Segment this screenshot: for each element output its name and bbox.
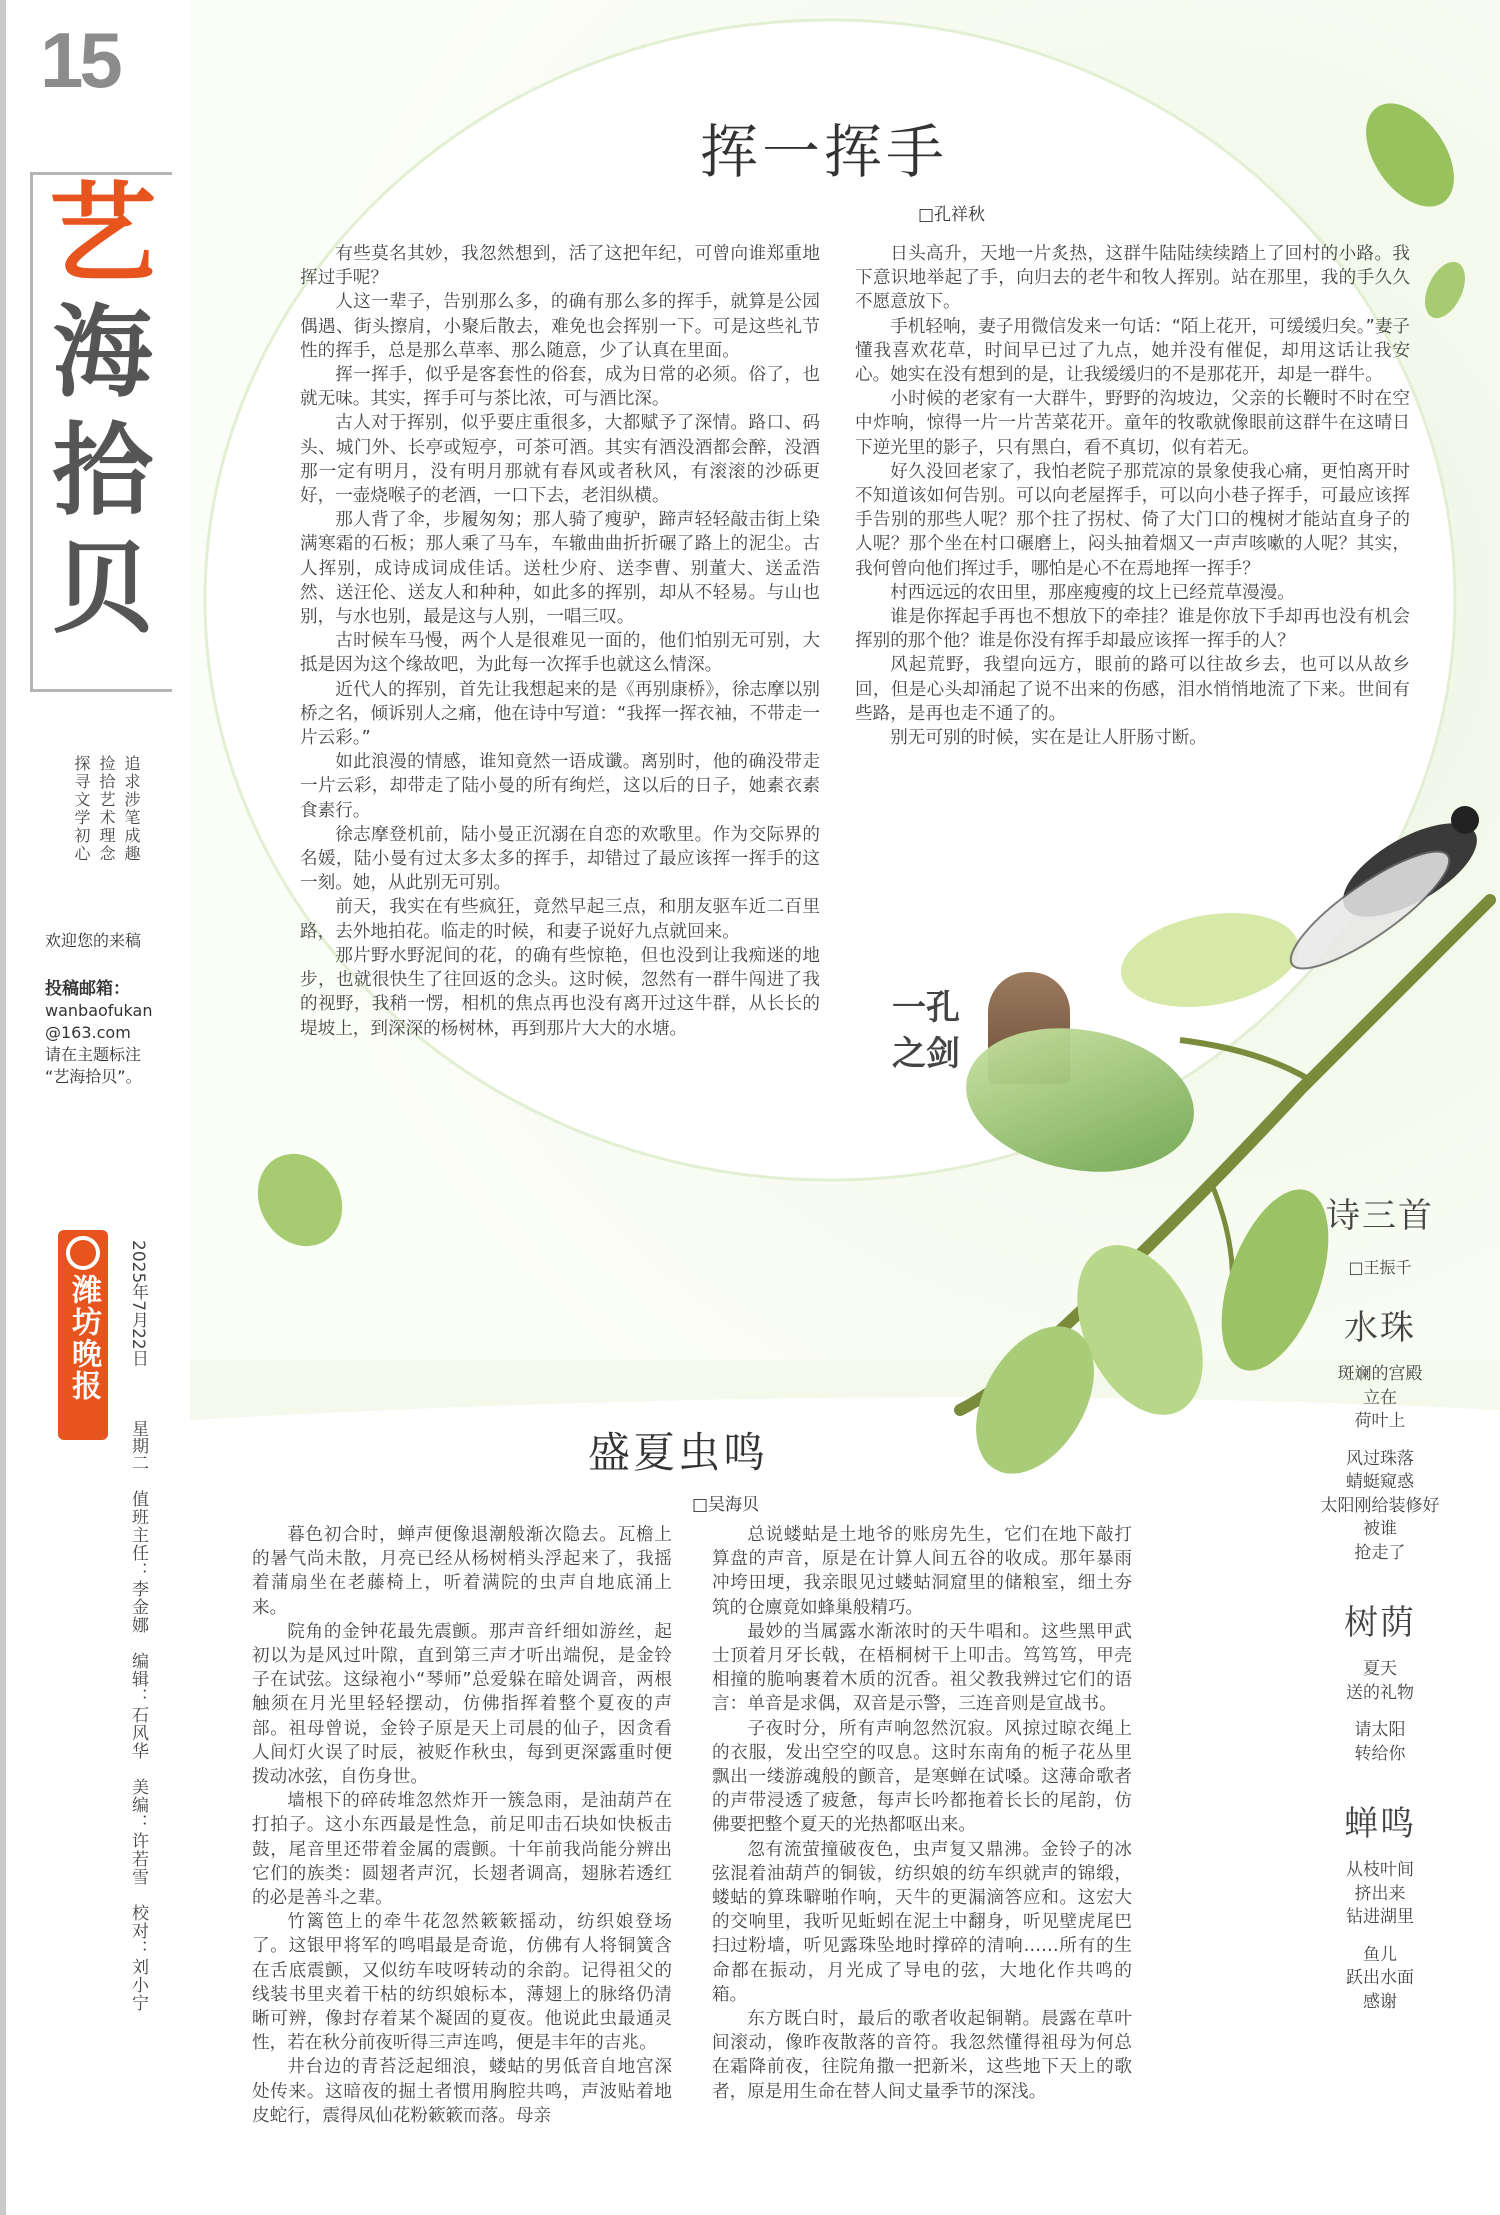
poem-title: 树荫 (1344, 1603, 1416, 1643)
poems-author: □王振千 (1348, 1258, 1412, 1277)
poem-title: 蝉鸣 (1344, 1804, 1416, 1844)
email-label: 投稿邮箱： (45, 979, 130, 999)
newspaper-name: 潍坊晚报 (66, 1274, 101, 1402)
poem-line: 立在 (1363, 1387, 1397, 1408)
poem-line: 跃出水面 (1346, 1968, 1414, 1988)
slogan-3: 探寻文学初心 (72, 755, 91, 863)
paragraph: 院角的金钟花最先震颤。那声音纤细如游丝，起初以为是风过叶隙，直到第三声才听出端倪，是金铃子在试弦。这绿袍小“琴师”总爱躲在暗处调音，两根触须在月光里轻轻摆动，仿佛指挥着整个夏夜的声部。祖母曾说，金铃子原是天上司晨的仙子，因贪看人间灯火误了时辰，被贬作秋虫，每到更深露重时便拨动冰弦，自伤身世。 (252, 1621, 672, 1788)
paragraph: 村西远远的农田里，那座瘦瘦的坟上已经荒草漫漫。 (890, 582, 1295, 603)
staff-credits: 值班主任：李金娜 编辑：石风华 美编：许若雪 校对：刘小宁 (128, 1490, 148, 2012)
poem-line: 从枝叶间 (1346, 1860, 1414, 1880)
paragraph: 那片野水野泥间的花，的确有些惊艳，但也没到让我痴迷的地步，也就很快生了往回返的念头。这时候，忽然有一群牛闯进了我的视野，我稍一愣，相机的焦点再也没有离开过这牛群，从长长的堤坡上，到深深的杨树林，再到那片大大的水塘。 (300, 945, 820, 1039)
poem-line: 蜻蜓窥惑 (1346, 1472, 1414, 1492)
article2-author: □吴海贝 (692, 1495, 760, 1515)
poem-line (1290, 1705, 1470, 1719)
leaf-icon (1348, 87, 1472, 222)
article1-title: 挥一挥手 (700, 118, 949, 186)
decorative-leaves-left (240, 1120, 400, 1280)
slogan-1: 追求涉笔成趣 (122, 755, 141, 863)
paragraph: 如此浪漫的情感，谁知竟然一语成谶。离别时，他的确没带走一片云彩，却带走了陆小曼的所有绚烂，这以后的日子，她素衣素食素行。 (300, 752, 820, 821)
paragraph: 小时候的老家有一大群牛，野野的沟坡边，父亲的长鞭时不时在空中炸响，惊得一片一片苦菜花开。童年的牧歌就像眼前这群牛在这晴日下逆光里的影子，只有黑白，看不真切，似有若无。 (855, 389, 1410, 458)
leaf-icon (1417, 256, 1473, 325)
slogan-2: 捡拾艺术理念 (97, 755, 116, 863)
welcome-text: 欢迎您的来稿 (45, 931, 142, 950)
article2-title: 盛夏虫鸣 (588, 1428, 769, 1477)
paragraph: 别无可别的时候，实在是让人肝肠寸断。 (890, 728, 1207, 749)
poem-line (1290, 1434, 1470, 1448)
badge-line-2: 之剑 (892, 1034, 960, 1074)
paragraph: 古人对于挥别，似乎要庄重很多，大都赋予了深情。路口、码头、城门外、长亭或短亭，可茶可酒。其实有酒没酒都会醉，没酒那一定有明月，没有明月那就有春风或者秋风，有滚滚的沙砾更好，一壶烧喉子的老酒，一口下去，老泪纵横。 (300, 413, 820, 507)
paragraph: 子夜时分，所有声响忽然沉寂。风掠过晾衣绳上的衣服，发出空空的叹息。这时东南角的栀子花丛里飘出一缕游魂般的颤音，是寒蝉在试嗓。这薄命歌者的声带浸透了疲惫，每声长吟都拖着长长的尾韵，仿佛要把整个夏天的光热都呕出来。 (712, 1718, 1132, 1836)
poem-line (1290, 1930, 1470, 1944)
cicada-icon (1277, 805, 1491, 986)
poem-line: 感谢 (1363, 1991, 1397, 2012)
paragraph: 谁是你挥起手再也不想放下的牵挂？谁是你放下手却再也没有机会挥别的那个他？谁是你没有挥手却最应该挥一挥手的人？ (855, 607, 1410, 652)
leaf-icon (955, 1011, 1206, 1189)
issue-weekday: 星期二 (128, 1420, 148, 1471)
poem-line: 鱼儿 (1363, 1944, 1397, 1965)
badge-line-1: 一孔 (892, 988, 960, 1028)
leaf-icon (241, 1138, 358, 1261)
paragraph: 井台边的青苔泛起细浪，蝼蛄的男低音自地宫深处传来。这暗夜的掘土者惯用胸腔共鸣，声波贴着地皮蛇行，震得凤仙花粉簌簌而落。母亲 (252, 2057, 672, 2126)
poems-title: 诗三首 (1326, 1196, 1434, 1236)
article1-column-1 (300, 242, 820, 1242)
email-address-2[interactable]: @163.com (45, 1023, 131, 1042)
paragraph: 徐志摩登机前，陆小曼正沉溺在自恋的欢歌里。作为交际界的名媛，陆小曼有过太多太多的挥手，却错过了最应该挥一挥手的这一刻。她，从此别无可别。 (300, 824, 820, 894)
poem-line: 夏天 (1363, 1659, 1397, 1679)
email-address-1[interactable]: wanbaofukan (45, 1001, 153, 1020)
poem-line: 转给你 (1354, 1743, 1406, 1764)
paragraph: 那人背了伞，步履匆匆；那人骑了瘦驴，蹄声轻轻敲击街上染满寒霜的石板；那人乘了马车，车辙曲曲折折碾了路上的泥尘。古人挥别，成诗成词成佳话。送杜少府、送李曹、别董大、送孟浩然、送汪伦、送友人和种种，如此多的挥别，却从不轻易。与山也别，与水也别，最是这与人别，一唱三叹。 (300, 510, 820, 628)
note-line-2: “艺海拾贝”。 (45, 1067, 142, 1086)
section-title-char: 海 (52, 293, 153, 411)
paragraph: 好久没回老家了，我怕老院子那荒凉的景象使我心痛，更怕离开时不知道该如何告别。可以向老屋挥手，可以向小巷子挥手，可最应该挥手告别的那些人呢？那个拄了拐杖、倚了大门口的槐树才能站直身子的人呢？那个坐在村口碾磨上，闷头抽着烟又一声声咳嗽的人呢？其实，我何曾向他们挥过手，哪怕是心不在焉地挥一挥手？ (855, 461, 1410, 579)
paragraph: 近代人的挥别，首先让我想起来的是《再别康桥》，徐志摩以别桥之名，倾诉别人之痛，他在诗中写道：“我挥一挥衣袖，不带走一片云彩。” (300, 679, 820, 749)
newspaper-logo (58, 1230, 108, 1440)
paragraph: 手机轻响，妻子用微信发来一句话：“陌上花开，可缓缓归矣。”妻子懂我喜欢花草，时间早已过了九点，她并没有催促，却用这话让我安心。她实在没有想到的是，让我缓缓归的不是那花开，却是一群牛。 (855, 316, 1410, 386)
paragraph: 前天，我实在有些疯狂，竟然早起三点，和朋友驱车近二百里路，去外地拍花。临走的时候，和妻子说好九点就回来。 (300, 897, 820, 942)
article2-column-2 (712, 1523, 1132, 2203)
paragraph: 最妙的当属露水渐浓时的天牛唱和。这些黑甲武士顶着月牙长戟，在梧桐树干上叩击。笃笃笃，甲壳相撞的脆响裹着木质的沉香。祖父教我辨过它们的语言：单音是求偶，双音是示警，三连音则是宣战书。 (712, 1621, 1132, 1715)
section-title-char: 艺 (48, 171, 157, 297)
poem-line: 荷叶上 (1354, 1411, 1406, 1431)
paragraph: 风起荒野，我望向远方，眼前的路可以往故乡去，也可以从故乡回，但是心头却涌起了说不出来的伤感，泪水悄悄地流了下来。世间有些路，是再也走不通了的。 (855, 655, 1410, 724)
poem-line: 抢走了 (1354, 1542, 1406, 1563)
paragraph: 总说蝼蛄是土地爷的账房先生，它们在地下敲打算盘的声音，原是在计算人间五谷的收成。那年暴雨冲垮田埂，我亲眼见过蝼蛄洞窟里的储粮室，细土夯筑的仓廪竟如蜂巢般精巧。 (712, 1525, 1132, 1618)
paragraph: 有些莫名其妙，我忽然想到，活了这把年纪，可曾向谁郑重地挥过手呢？ (300, 244, 820, 289)
paragraph: 挥一挥手，似乎是客套性的俗套，成为日常的必须。俗了，也就无味。其实，挥手可与茶比浓，可与酒比深。 (300, 365, 820, 410)
article1-author: □孔祥秋 (918, 205, 986, 225)
sidebar-info (45, 930, 170, 1088)
poem-line: 太阳刚给装修好 (1320, 1495, 1440, 1516)
poem-line: 挤出来 (1354, 1883, 1406, 1904)
poems-section (1290, 1188, 1470, 2036)
leaf-icon (1114, 900, 1307, 1020)
section-title-box (30, 172, 172, 692)
poem-line: 风过珠落 (1346, 1448, 1414, 1469)
poem-title: 水珠 (1344, 1308, 1416, 1348)
poem-line: 斑斓的宫殿 (1337, 1364, 1423, 1384)
poem-line: 被谁 (1363, 1519, 1397, 1539)
paragraph: 墙根下的碎砖堆忽然炸开一簇急雨，是油葫芦在打拍子。这小东西最是性急，前足叩击石块如快板击鼓，尾音里还带着金属的震颤。十年前我尚能分辨出它们的族类：圆翅者声沉，长翅者调高，翅脉若透红的必是善斗之辈。 (252, 1791, 672, 1909)
logo-icon (66, 1236, 100, 1270)
article2-column-1 (252, 1523, 672, 2203)
paragraph: 古时候车马慢，两个人是很难见一面的，他们怕别无可别，大抵是因为这个缘故吧，为此每一次挥手也就这么情深。 (300, 631, 820, 676)
paragraph: 人这一辈子，告别那么多，的确有那么多的挥手，就算是公园偶遇、街头擦肩，小聚后散去，难免也会挥别一下。可是这些礼节性的挥手，总是那么草率、那么随意，少了认真在里面。 (300, 292, 820, 361)
section-title-char: 拾 (52, 411, 153, 529)
poem-list (1290, 1300, 1470, 2036)
paragraph: 东方既白时，最后的歌者收起铜鞘。晨露在草叶间滚动，像昨夜散落的音符。我忽然懂得祖母为何总在霜降前夜，往院角撒一把新米，这些地下天上的歌者，原是用生命在替人间丈量季节的深浅。 (712, 2009, 1132, 2102)
paragraph: 日头高升，天地一片炙热，这群牛陆陆续续踏上了回村的小路。我下意识地举起了手，向归去的老牛和牧人挥别。站在那里，我的手久久不愿意放下。 (855, 244, 1410, 313)
poem-line: 请太阳 (1354, 1720, 1406, 1740)
paragraph: 暮色初合时，蝉声便像退潮般渐次隐去。瓦檐上的暑气尚未散，月亮已经从杨树梢头浮起来了，我摇着蒲扇坐在老藤椅上，听着满院的虫声自地底涌上来。 (252, 1525, 672, 1618)
poem-line: 送的礼物 (1346, 1682, 1414, 1703)
section-title-char: 贝 (52, 529, 153, 647)
issue-date: 2025年7月22日 (128, 1240, 148, 1367)
paragraph: 忽有流萤撞破夜色，虫声复又鼎沸。金铃子的冰弦混着油葫芦的铜钹，纺织娘的纺车织就声的锦缎，蝼蛄的算珠噼啪作响，天牛的更漏滴答应和。这宏大的交响里，我听见蚯蚓在泥土中翻身，听见壁虎尾巴扫过粉墙，听见露珠坠地时撑碎的清响……所有的生命都在振动，月光成了导电的弦，大地化作共鸣的箱。 (712, 1839, 1132, 2005)
note-line-1: 请在主题标注 (45, 1045, 142, 1064)
paragraph: 竹篱笆上的牵牛花忽然簌簌摇动，纺织娘登场了。这银甲将军的鸣唱最是奇诡，仿佛有人将铜簧含在舌底震颤，又似纺车吱呀转动的余韵。记得祖父的线装书里夹着干枯的纺织娘标本，薄翅上的脉络仍清晰可辨，像封存着某个凝固的夏夜。他说此虫最通灵性，若在秋分前夜听得三声连鸣，便是丰年的吉兆。 (252, 1912, 672, 2054)
poem-line: 钻进湖里 (1346, 1907, 1414, 1927)
page-number: 15 (40, 16, 119, 104)
